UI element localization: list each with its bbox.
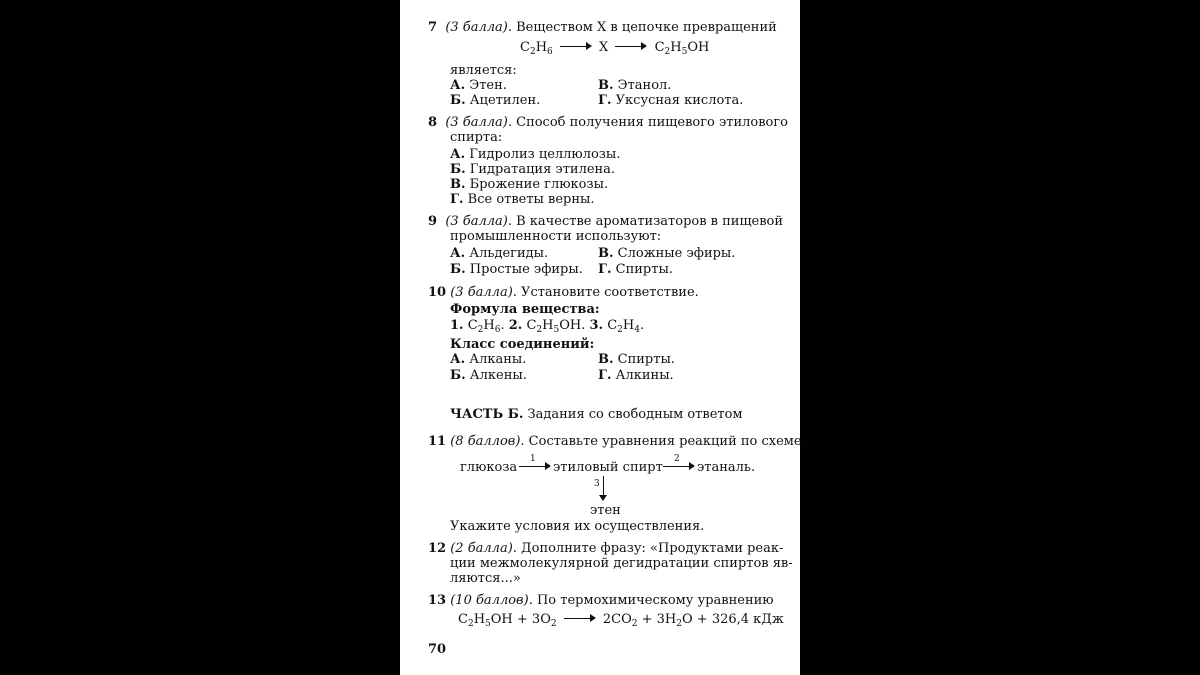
option: В. Сложные эфиры. xyxy=(598,246,736,261)
option: Г. Уксусная кислота. xyxy=(598,93,744,108)
step-label: 3 xyxy=(594,479,600,489)
arrow-icon xyxy=(516,460,554,476)
scheme-ethyl-alcohol: этиловый спирт xyxy=(553,460,663,475)
option: Б. Ацетилен. xyxy=(450,93,541,108)
step-label: 1 xyxy=(530,454,536,464)
question-13: 13 (10 баллов). По термохимическому уравнению xyxy=(428,593,774,608)
q8-line2: спирта: xyxy=(450,130,503,145)
q12-line3: ляются...» xyxy=(450,571,521,586)
option: В. Этанол. xyxy=(598,78,672,93)
question-10: 10 (3 балла). Установите соответствие. xyxy=(428,285,699,300)
option: Б. Алкены. xyxy=(450,368,527,383)
question-12: 12 (2 балла). Дополните фразу: «Продуктами реак- xyxy=(428,541,784,556)
option: А. Этен. xyxy=(450,78,507,93)
option: А. Алканы. xyxy=(450,352,527,367)
book-page xyxy=(400,0,806,675)
q7-prompt: является: xyxy=(450,63,517,78)
option: Г. Спирты. xyxy=(598,262,673,277)
scheme-glucose: глюкоза xyxy=(460,460,518,475)
q13-equation: $C_2H_5OH + 3O_2$ $2CO_2 + 3H_2O + 326,4$ кДж xyxy=(458,612,784,629)
formula-heading: Формула вещества: xyxy=(450,302,600,317)
option: В. Спирты. xyxy=(598,352,675,367)
question-9: 9 (3 балла). В качестве ароматизаторов в пищевой xyxy=(428,214,784,229)
option: Г. Все ответы верны. xyxy=(450,192,595,207)
arrow-icon xyxy=(564,613,596,623)
q7-chain-formula: $C_2H_6$ X $C_2H_5OH$ xyxy=(520,40,710,57)
scheme-ethanal: этаналь. xyxy=(697,460,756,475)
option: Б. Гидратация этилена. xyxy=(450,162,616,177)
question-8: 8 (3 балла). Способ получения пищевого этилового xyxy=(428,115,789,130)
arrow-icon xyxy=(615,41,647,51)
class-heading: Класс соединений: xyxy=(450,337,595,352)
option: Г. Алкины. xyxy=(598,368,674,383)
q9-line2: промышленности используют: xyxy=(450,229,662,244)
q12-line2: ции межмолекулярной дегидратации спиртов яв- xyxy=(450,556,793,571)
arrow-icon xyxy=(660,460,698,476)
option: А. Альдегиды. xyxy=(450,246,549,261)
arrow-icon xyxy=(560,41,592,51)
section-heading: ЧАСТЬ Б. Задания со свободным ответом xyxy=(450,407,743,422)
question-7: 7 (3 балла). Веществом X в цепочке превращений xyxy=(428,20,777,35)
scheme-ethene: этен xyxy=(590,503,621,518)
q10-formulas: 1. $C_2H_6$. 2. $C_2H_5OH$. 3. $C_2H_4$. xyxy=(450,318,645,335)
question-11: 11 (8 баллов). Составьте уравнения реакций по схеме: xyxy=(428,434,806,449)
option: В. Брожение глюкозы. xyxy=(450,177,609,192)
down-arrow-icon xyxy=(603,476,604,500)
step-label: 2 xyxy=(674,454,680,464)
page-number: 70 xyxy=(428,642,447,657)
option: Б. Простые эфиры. xyxy=(450,262,583,277)
option: А. Гидролиз целлюлозы. xyxy=(450,147,621,162)
q11-note: Укажите условия их осуществления. xyxy=(450,519,705,534)
